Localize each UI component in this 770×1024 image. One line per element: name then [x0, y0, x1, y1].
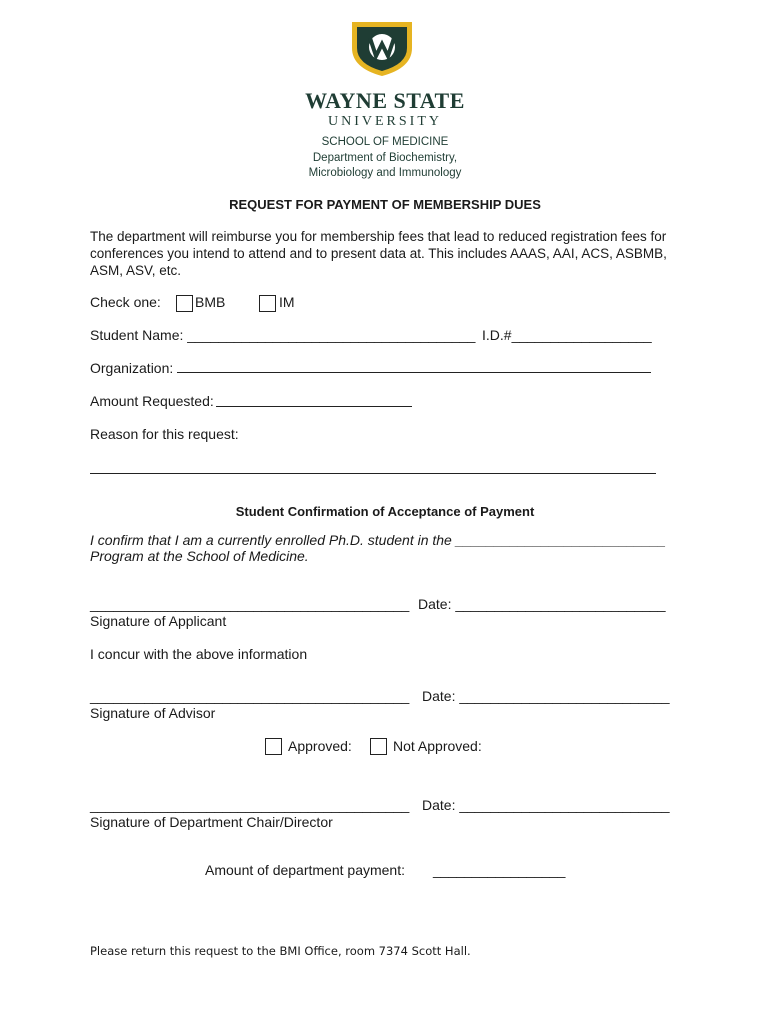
department-line-2: Microbiology and Immunology	[308, 167, 462, 179]
not-approved-label: Not Approved:	[393, 738, 482, 754]
return-note: Please return this request to the BMI Office, room 7374 Scott Hall.	[90, 944, 471, 958]
applicant-date-field[interactable]: Date: ___________________________	[418, 596, 666, 612]
concur-text: I concur with the above information	[90, 646, 308, 662]
organization-field[interactable]	[177, 372, 651, 373]
reason-label: Reason for this request:	[90, 426, 239, 442]
signature-applicant-label: Signature of Applicant	[90, 613, 227, 629]
department-payment-label: Amount of department payment:	[205, 862, 405, 878]
student-id-field[interactable]: I.D.#__________________	[482, 327, 652, 343]
signature-chair-label: Signature of Department Chair/Director	[90, 814, 333, 830]
confirmation-statement-line2: Program at the School of Medicine.	[90, 548, 309, 564]
amount-requested-field[interactable]	[216, 406, 412, 407]
bmb-checkbox[interactable]	[176, 295, 193, 312]
wsu-shield-logo	[350, 20, 414, 78]
department-line-1: Department of Biochemistry,	[312, 152, 458, 164]
approved-checkbox[interactable]	[265, 738, 282, 755]
school-name: SCHOOL OF MEDICINE	[321, 136, 449, 148]
reason-field[interactable]	[90, 473, 656, 474]
university-name: WAYNE STATE	[305, 88, 465, 113]
form-title: REQUEST FOR PAYMENT OF MEMBERSHIP DUES	[229, 197, 541, 212]
not-approved-checkbox[interactable]	[370, 738, 387, 755]
organization-label: Organization:	[90, 360, 174, 376]
chair-date-field[interactable]: Date: ___________________________	[422, 797, 670, 813]
advisor-signature-line[interactable]: _________________________________________	[90, 688, 410, 704]
advisor-date-field[interactable]: Date: ___________________________	[422, 688, 670, 704]
chair-signature-line[interactable]: _________________________________________	[90, 797, 410, 813]
bmb-label: BMB	[195, 294, 226, 310]
shield-icon	[350, 20, 414, 78]
signature-advisor-label: Signature of Advisor	[90, 705, 216, 721]
department-payment-field[interactable]: _________________	[433, 862, 566, 878]
im-label: IM	[279, 294, 295, 310]
approved-label: Approved:	[288, 738, 352, 754]
confirmation-title: Student Confirmation of Acceptance of Payment	[235, 504, 535, 519]
amount-requested-label: Amount Requested:	[90, 393, 214, 409]
check-one-label: Check one:	[90, 294, 161, 310]
intro-paragraph: The department will reimburse you for membership fees that lead to reduced registration fees for conferences you intend to attend and to present data at. This includes AAAS, AAI, ACS, ASBMB, ASM, ASV, etc.	[90, 229, 667, 278]
confirmation-statement-line1: I confirm that I am a currently enrolled Ph.D. student in the ___________________________	[90, 532, 666, 548]
student-name-field[interactable]: Student Name: _____________________________________	[90, 327, 476, 343]
university-sub: UNIVERSITY	[328, 114, 442, 129]
applicant-signature-line[interactable]: _________________________________________	[90, 596, 410, 612]
im-checkbox[interactable]	[259, 295, 276, 312]
